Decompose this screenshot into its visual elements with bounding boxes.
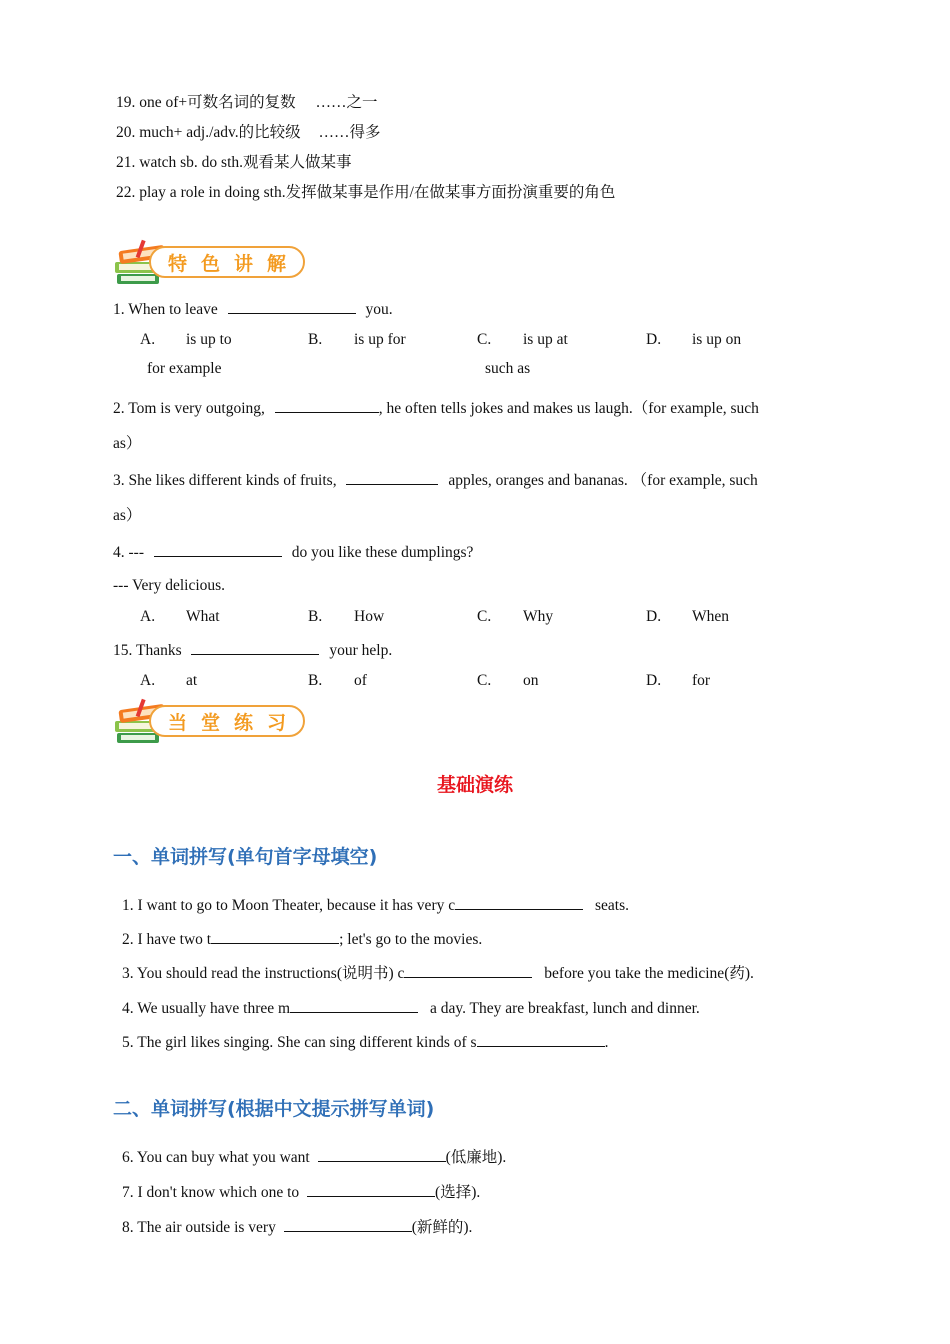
option-d-label: D. [646,672,662,689]
banner-practice [113,697,313,749]
question-3: 3. She likes different kinds of fruits, apples, oranges and bananas. （for example, such [113,469,758,491]
option-c-label: C. [477,331,492,348]
option-d-text[interactable]: is up on [692,331,742,348]
option-b-label: B. [308,331,323,348]
answer-blank[interactable] [284,1216,412,1232]
option-a-text[interactable]: at [186,672,198,689]
answer-blank[interactable] [477,1031,605,1047]
spelling-item-5: 5. The girl likes singing. She can sing different kinds of s . [122,1031,608,1053]
question-2: 2. Tom is very outgoing, , he often tells jokes and makes us laugh.（for example, such [113,397,759,419]
option-c-label: C. [477,672,492,689]
section-1-title: 一、单词拼写(单句首字母填空) [113,846,378,868]
option-b-label: B. [308,608,323,625]
answer-blank[interactable] [154,541,282,557]
answer-blank[interactable] [346,469,438,485]
answer-blank[interactable] [211,928,339,944]
answer-blank[interactable] [275,397,379,413]
option-b-text[interactable]: of [354,672,367,689]
phrase-22: 22. play a role in doing sth.发挥做某事是作用/在做某事方面扮演重要的角色 [116,184,616,201]
answer-blank[interactable] [455,894,583,910]
phrase-20: 20. much+ adj./adv.的比较级 ……得多 [116,124,381,141]
banner-practice-label: 当堂练习 [149,705,305,737]
sub-heading-for-example: for example [147,360,222,377]
option-a-text[interactable]: What [186,608,220,625]
option-b-text[interactable]: How [354,608,385,625]
question-2-wrap: as） [113,435,142,452]
option-c-label: C. [477,608,492,625]
option-b-text[interactable]: is up for [354,331,406,348]
spelling-item-7: 7. I don't know which one to (选择). [122,1181,480,1203]
spelling-item-3: 3. You should read the instructions(说明书) c before you take the medicine(药). [122,962,754,984]
answer-blank[interactable] [191,639,319,655]
question-4: 4. --- do you like these dumplings? [113,541,473,563]
question-15: 15. Thanks your help. [113,639,392,661]
answer-blank[interactable] [290,997,418,1013]
question-1: 1. When to leave you. [113,298,393,320]
banner-feature-label: 特色讲解 [149,246,305,278]
answer-blank[interactable] [228,298,356,314]
spelling-item-2: 2. I have two t ; let's go to the movies. [122,928,482,950]
phrase-21: 21. watch sb. do sth.观看某人做某事 [116,154,352,171]
option-d-text[interactable]: When [692,608,730,625]
question-4-answer: --- Very delicious. [113,577,226,594]
option-a-label: A. [140,608,156,625]
option-c-text[interactable]: on [523,672,539,689]
option-a-text[interactable]: is up to [186,331,232,348]
option-d-label: D. [646,331,662,348]
option-d-text[interactable]: for [692,672,711,689]
section-2-title: 二、单词拼写(根据中文提示拼写单词) [113,1098,435,1120]
option-c-text[interactable]: Why [523,608,554,625]
option-a-label: A. [140,331,156,348]
option-c-text[interactable]: is up at [523,331,568,348]
answer-blank[interactable] [307,1181,435,1197]
phrase-19: 19. one of+可数名词的复数 ……之一 [116,94,378,111]
answer-blank[interactable] [404,962,532,978]
spelling-item-1: 1. I want to go to Moon Theater, because it has very c seats. [122,894,629,916]
answer-blank[interactable] [318,1146,446,1162]
spelling-item-8: 8. The air outside is very (新鲜的). [122,1216,472,1238]
option-d-label: D. [646,608,662,625]
page-section-title: 基础演练 [436,774,513,796]
banner-feature [113,238,313,290]
option-a-label: A. [140,672,156,689]
question-3-wrap: as） [113,507,142,524]
option-b-label: B. [308,672,323,689]
spelling-item-4: 4. We usually have three m a day. They are breakfast, lunch and dinner. [122,997,700,1019]
sub-heading-such-as: such as [485,360,531,377]
spelling-item-6: 6. You can buy what you want (低廉地). [122,1146,506,1168]
